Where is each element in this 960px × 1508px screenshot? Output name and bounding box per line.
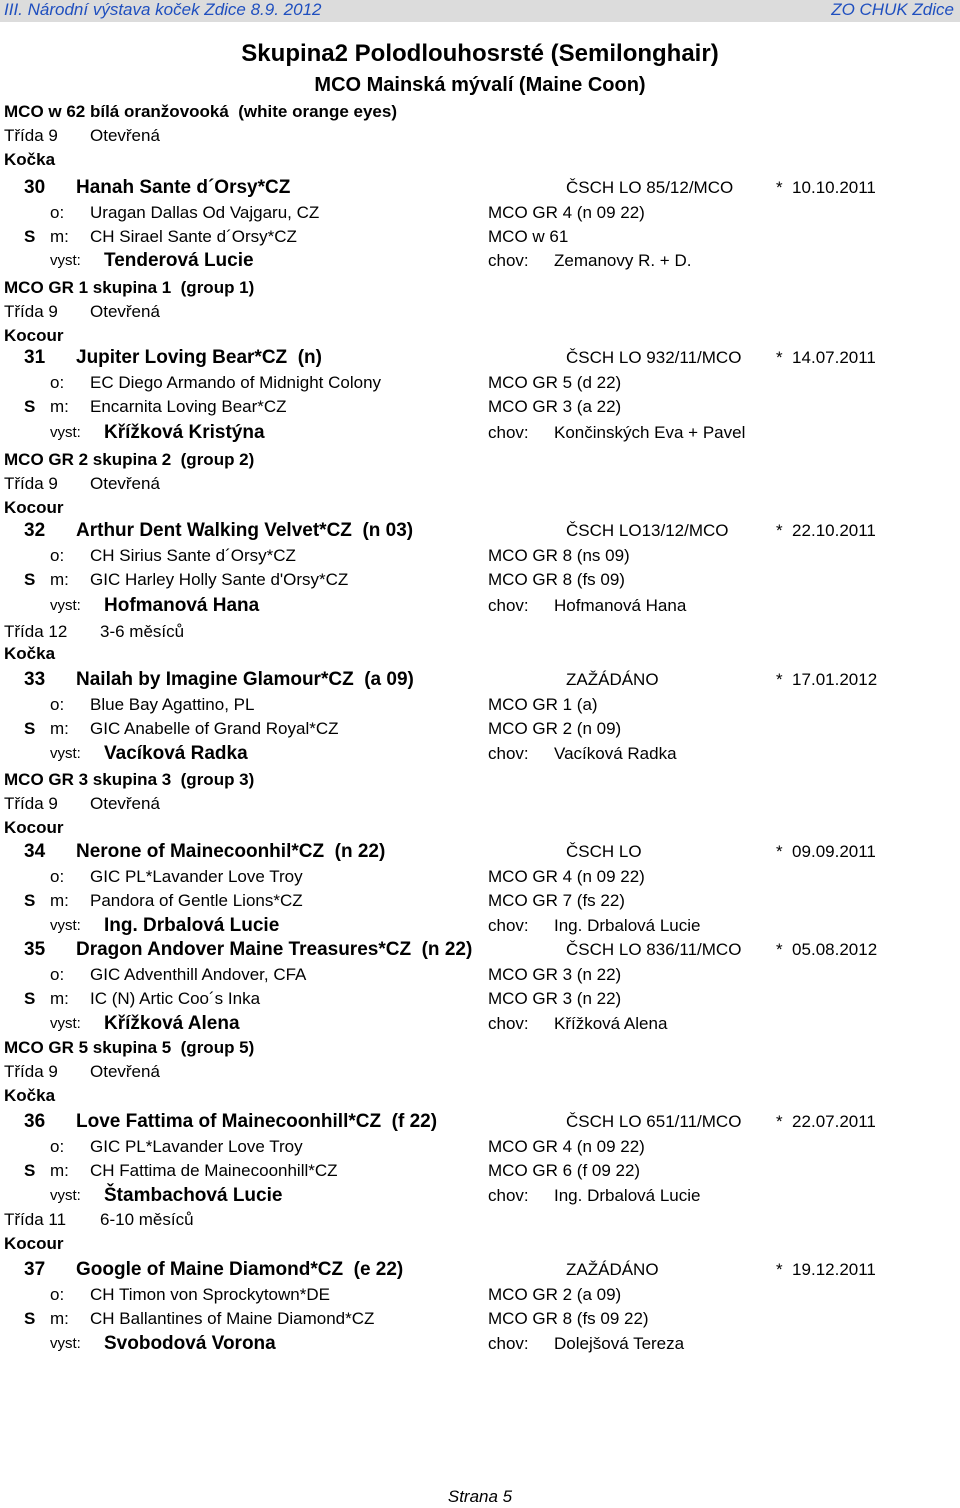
entry-number: 32 xyxy=(24,520,46,541)
mother-label: m: xyxy=(50,1161,69,1180)
exhibitor-name: Štambachová Lucie xyxy=(104,1185,283,1206)
mother-ems: MCO GR 7 (fs 22) xyxy=(488,891,625,910)
father-ems: MCO GR 5 (d 22) xyxy=(488,373,622,392)
sex-marker: S xyxy=(24,719,36,738)
class-label: Třída 9 xyxy=(4,1062,58,1081)
breeder-label: chov: xyxy=(488,744,529,763)
father-label: o: xyxy=(50,203,65,222)
mother-name: Encarnita Loving Bear*CZ xyxy=(90,397,287,416)
class-name: Otevřená xyxy=(90,126,160,145)
exhibitor-name: Ing. Drbalová Lucie xyxy=(104,915,280,936)
breeder-label: chov: xyxy=(488,423,529,442)
entry-number: 30 xyxy=(24,177,46,198)
class-name: 3-6 měsíců xyxy=(100,622,185,641)
exhibitor-label: vyst: xyxy=(50,1335,81,1352)
father-label: o: xyxy=(50,695,65,714)
birth-date: * 10.10.2011 xyxy=(776,178,876,197)
breeder-name: Hofmanová Hana xyxy=(554,596,687,615)
header-left: III. Národní výstava koček Zdice 8.9. 2012 xyxy=(4,0,322,19)
father-ems: MCO GR 4 (n 09 22) xyxy=(488,867,645,886)
cat-name: Love Fattima of Mainecoonhill*CZ (f 22) xyxy=(76,1111,438,1132)
sex-marker: S xyxy=(24,1161,36,1180)
exhibitor-label: vyst: xyxy=(50,252,81,269)
sex-heading: Kočka xyxy=(4,1086,56,1105)
class-label: Třída 12 xyxy=(4,622,68,641)
father-name: GIC PL*Lavander Love Troy xyxy=(90,867,303,886)
father-label: o: xyxy=(50,546,65,565)
sex-heading: Kocour xyxy=(4,1234,64,1253)
birth-date: * 22.10.2011 xyxy=(776,521,876,540)
mother-ems: MCO GR 3 (a 22) xyxy=(488,397,622,416)
father-name: Blue Bay Agattino, PL xyxy=(90,695,255,714)
mother-ems: MCO GR 3 (n 22) xyxy=(488,989,622,1008)
father-name: CH Timon von Sprockytown*DE xyxy=(90,1285,330,1304)
class-label: Třída 9 xyxy=(4,302,58,321)
breed-heading: MCO GR 1 skupina 1 (group 1) xyxy=(4,278,255,297)
father-label: o: xyxy=(50,965,65,984)
breeder-name: Vacíková Radka xyxy=(554,744,677,763)
mother-label: m: xyxy=(50,891,69,910)
class-label: Třída 9 xyxy=(4,794,58,813)
breed-heading: MCO GR 2 skupina 2 (group 2) xyxy=(4,450,255,469)
sex-marker: S xyxy=(24,891,36,910)
header-right: ZO CHUK Zdice xyxy=(831,0,954,19)
father-name: EC Diego Armando of Midnight Colony xyxy=(90,373,382,392)
breeder-name: Ing. Drbalová Lucie xyxy=(554,916,701,935)
mother-ems: MCO GR 8 (fs 09 22) xyxy=(488,1309,649,1328)
sex-heading: Kocour xyxy=(4,498,64,517)
cat-name: Dragon Andover Maine Treasures*CZ (n 22) xyxy=(76,939,473,960)
exhibitor-name: Tenderová Lucie xyxy=(104,250,254,271)
mother-ems: MCO GR 8 (fs 09) xyxy=(488,570,625,589)
breeder-name: Ing. Drbalová Lucie xyxy=(554,1186,701,1205)
sex-heading: Kočka xyxy=(4,644,56,663)
sex-marker: S xyxy=(24,397,36,416)
mother-name: CH Ballantines of Maine Diamond*CZ xyxy=(90,1309,375,1328)
mother-ems: MCO GR 2 (n 09) xyxy=(488,719,622,738)
exhibitor-name: Vacíková Radka xyxy=(104,743,248,764)
mother-name: GIC Anabelle of Grand Royal*CZ xyxy=(90,719,339,738)
breeder-label: chov: xyxy=(488,1186,529,1205)
entry-number: 36 xyxy=(24,1111,46,1132)
exhibitor-label: vyst: xyxy=(50,597,81,614)
birth-date: * 22.07.2011 xyxy=(776,1112,876,1131)
exhibitor-name: Hofmanová Hana xyxy=(104,595,260,616)
registration: ČSCH LO13/12/MCO xyxy=(566,521,729,540)
father-name: CH Sirius Sante d´Orsy*CZ xyxy=(90,546,296,565)
mother-name: GIC Harley Holly Sante d'Orsy*CZ xyxy=(90,570,349,589)
exhibitor-name: Křížková Kristýna xyxy=(104,422,265,443)
father-label: o: xyxy=(50,373,65,392)
exhibitor-label: vyst: xyxy=(50,1187,81,1204)
exhibitor-label: vyst: xyxy=(50,917,81,934)
mother-label: m: xyxy=(50,1309,69,1328)
entry-number: 31 xyxy=(24,347,46,368)
breeder-name: Dolejšová Tereza xyxy=(554,1334,685,1353)
entry-number: 37 xyxy=(24,1259,46,1280)
breeder-label: chov: xyxy=(488,251,529,270)
cat-name: Hanah Sante d´Orsy*CZ xyxy=(76,177,291,198)
father-label: o: xyxy=(50,867,65,886)
breeder-label: chov: xyxy=(488,1334,529,1353)
breeder-name: Zemanovy R. + D. xyxy=(554,251,692,270)
cat-name: Nailah by Imagine Glamour*CZ (a 09) xyxy=(76,669,414,690)
father-name: GIC Adventhill Andover, CFA xyxy=(90,965,307,984)
mother-label: m: xyxy=(50,719,69,738)
exhibitor-label: vyst: xyxy=(50,1015,81,1032)
registration: ČSCH LO 836/11/MCO xyxy=(566,940,742,959)
mother-name: IC (N) Artic Coo´s Inka xyxy=(90,989,261,1008)
entry-number: 35 xyxy=(24,939,46,960)
sex-marker: S xyxy=(24,227,36,246)
breeder-name: Křížková Alena xyxy=(554,1014,668,1033)
breeder-label: chov: xyxy=(488,916,529,935)
breed-heading: MCO w 62 bílá oranžovooká (white orange eyes) xyxy=(4,102,397,121)
father-ems: MCO GR 4 (n 09 22) xyxy=(488,203,645,222)
exhibitor-name: Křížková Alena xyxy=(104,1013,240,1034)
sex-marker: S xyxy=(24,989,36,1008)
class-name: Otevřená xyxy=(90,794,160,813)
page-subtitle: MCO Mainská mývalí (Maine Coon) xyxy=(314,74,646,96)
birth-date: * 14.07.2011 xyxy=(776,348,876,367)
father-name: GIC PL*Lavander Love Troy xyxy=(90,1137,303,1156)
class-name: 6-10 měsíců xyxy=(100,1210,194,1229)
breeder-label: chov: xyxy=(488,1014,529,1033)
class-label: Třída 9 xyxy=(4,474,58,493)
father-ems: MCO GR 8 (ns 09) xyxy=(488,546,630,565)
breed-heading: MCO GR 3 skupina 3 (group 3) xyxy=(4,770,255,789)
entry-number: 33 xyxy=(24,669,46,690)
mother-label: m: xyxy=(50,989,69,1008)
entry-number: 34 xyxy=(24,841,46,862)
mother-ems: MCO w 61 xyxy=(488,227,569,246)
father-name: Uragan Dallas Od Vajgaru, CZ xyxy=(90,203,320,222)
registration: ČSCH LO 651/11/MCO xyxy=(566,1112,742,1131)
father-label: o: xyxy=(50,1285,65,1304)
birth-date: * 17.01.2012 xyxy=(776,670,878,689)
sex-marker: S xyxy=(24,1309,36,1328)
mother-ems: MCO GR 6 (f 09 22) xyxy=(488,1161,641,1180)
father-ems: MCO GR 1 (a) xyxy=(488,695,598,714)
father-ems: MCO GR 4 (n 09 22) xyxy=(488,1137,645,1156)
class-name: Otevřená xyxy=(90,1062,160,1081)
mother-name: Pandora of Gentle Lions*CZ xyxy=(90,891,303,910)
breeder-name: Končinských Eva + Pavel xyxy=(554,423,746,442)
mother-name: CH Sirael Sante d´Orsy*CZ xyxy=(90,227,297,246)
registration: ČSCH LO 932/11/MCO xyxy=(566,348,742,367)
cat-name: Google of Maine Diamond*CZ (e 22) xyxy=(76,1259,404,1280)
father-ems: MCO GR 2 (a 09) xyxy=(488,1285,622,1304)
cat-name: Arthur Dent Walking Velvet*CZ (n 03) xyxy=(76,520,414,541)
mother-name: CH Fattima de Mainecoonhill*CZ xyxy=(90,1161,338,1180)
page-header xyxy=(0,0,960,22)
birth-date: * 09.09.2011 xyxy=(776,842,876,861)
registration: ZAŽÁDÁNO xyxy=(566,1260,659,1279)
birth-date: * 19.12.2011 xyxy=(776,1260,876,1279)
class-label: Třída 11 xyxy=(4,1210,67,1229)
father-ems: MCO GR 3 (n 22) xyxy=(488,965,622,984)
father-label: o: xyxy=(50,1137,65,1156)
registration: ČSCH LO 85/12/MCO xyxy=(566,178,734,197)
exhibitor-label: vyst: xyxy=(50,424,81,441)
mother-label: m: xyxy=(50,570,69,589)
sex-heading: Kočka xyxy=(4,150,56,169)
birth-date: * 05.08.2012 xyxy=(776,940,878,959)
breeder-label: chov: xyxy=(488,596,529,615)
registration: ZAŽÁDÁNO xyxy=(566,670,659,689)
cat-name: Jupiter Loving Bear*CZ (n) xyxy=(76,347,322,368)
breed-heading: MCO GR 5 skupina 5 (group 5) xyxy=(4,1038,255,1057)
sex-heading: Kocour xyxy=(4,326,64,345)
exhibitor-name: Svobodová Vorona xyxy=(104,1333,276,1354)
mother-label: m: xyxy=(50,227,69,246)
mother-label: m: xyxy=(50,397,69,416)
class-name: Otevřená xyxy=(90,302,160,321)
class-label: Třída 9 xyxy=(4,126,58,145)
class-name: Otevřená xyxy=(90,474,160,493)
cat-name: Nerone of Mainecoonhil*CZ (n 22) xyxy=(76,841,386,862)
sex-heading: Kocour xyxy=(4,818,64,837)
registration: ČSCH LO xyxy=(566,842,642,861)
page-footer: Strana 5 xyxy=(447,1487,513,1506)
exhibitor-label: vyst: xyxy=(50,745,81,762)
sex-marker: S xyxy=(24,570,36,589)
page-title: Skupina2 Polodlouhosrsté (Semilonghair) xyxy=(241,40,719,67)
